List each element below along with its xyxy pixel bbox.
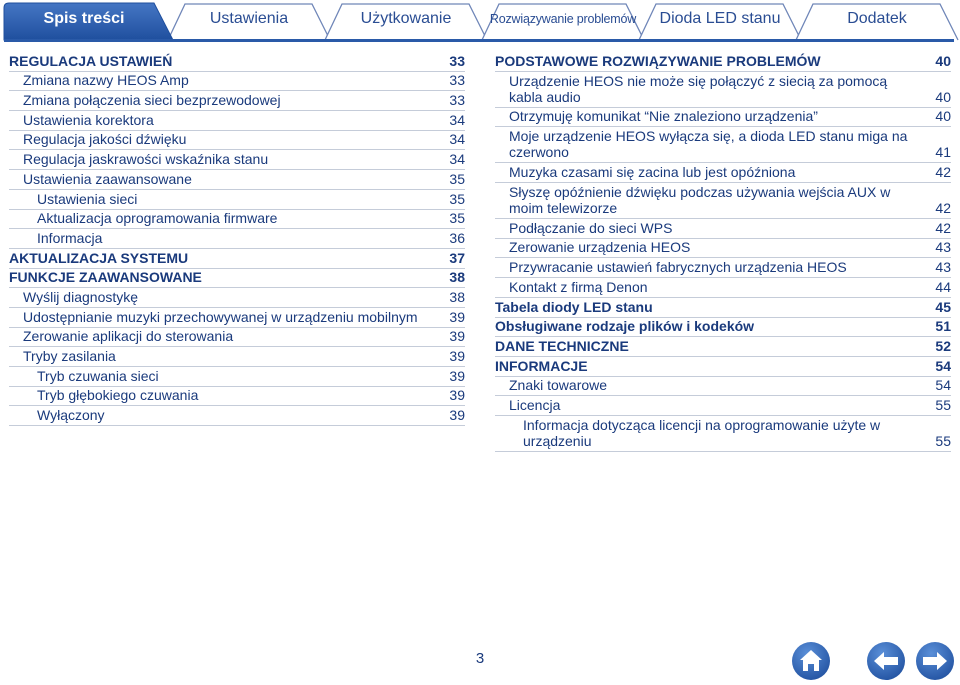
toc-left-column xyxy=(9,52,465,426)
toc-entry[interactable]: DANE TECHNICZNE 52 xyxy=(495,337,951,357)
toc-entry[interactable]: Regulacja jakości dźwięku 34 xyxy=(9,131,465,151)
arrow-right-icon[interactable] xyxy=(915,641,955,681)
toc-entry[interactable]: Licencja 55 xyxy=(495,396,951,416)
toc-entry[interactable]: Informacja 36 xyxy=(9,229,465,249)
arrow-left-icon[interactable] xyxy=(866,641,906,681)
toc-entry[interactable]: INFORMACJE 54 xyxy=(495,357,951,377)
home-icon[interactable] xyxy=(791,641,831,681)
toc-entry[interactable]: Zerowanie aplikacji do sterowania 39 xyxy=(9,328,465,348)
toc-entry[interactable]: Tabela diody LED stanu 45 xyxy=(495,298,951,318)
toc-entry[interactable]: Przywracanie ustawień fabrycznych urządzenia HEOS 43 xyxy=(495,258,951,278)
toc-entry[interactable]: Muzyka czasami się zacina lub jest opóźniona 42 xyxy=(495,163,951,183)
tab-spis-tresci[interactable]: Spis treści xyxy=(43,10,125,27)
toc-entry[interactable]: Zerowanie urządzenia HEOS 43 xyxy=(495,239,951,259)
toc-entry[interactable]: Tryb głębokiego czuwania 39 xyxy=(9,387,465,407)
toc-entry[interactable]: AKTUALIZACJA SYSTEMU 37 xyxy=(9,249,465,269)
toc-right-column xyxy=(495,52,951,452)
toc-entry[interactable]: Kontakt z firmą Denon 44 xyxy=(495,278,951,298)
toc-entry[interactable]: Tryby zasilania 39 xyxy=(9,347,465,367)
toc-entry[interactable]: Słyszę opóźnienie dźwięku podczas używania wejścia AUX w moim telewizorze 42 xyxy=(495,183,951,219)
toc-entry[interactable]: Wyłączony 39 xyxy=(9,406,465,426)
page-number: 3 xyxy=(475,650,485,667)
toc-entry[interactable]: Aktualizacja oprogramowania firmware 35 xyxy=(9,210,465,230)
tab-dodatek[interactable]: Dodatek xyxy=(847,10,907,27)
tab-ustawienia[interactable]: Ustawienia xyxy=(209,10,289,27)
toc-entry[interactable]: Regulacja jaskrawości wskaźnika stanu 34 xyxy=(9,150,465,170)
toc-entry[interactable]: Podłączanie do sieci WPS 42 xyxy=(495,219,951,239)
toc-entry[interactable]: Ustawienia korektora 34 xyxy=(9,111,465,131)
toc-entry[interactable]: Obsługiwane rodzaje plików i kodeków 51 xyxy=(495,318,951,338)
toc-entry[interactable]: PODSTAWOWE ROZWIĄZYWANIE PROBLEMÓW 40 xyxy=(495,52,951,72)
toc-entry[interactable]: Udostępnianie muzyki przechowywanej w urządzeniu mobilnym 39 xyxy=(9,308,465,328)
toc-entry[interactable]: Tryb czuwania sieci 39 xyxy=(9,367,465,387)
toc-entry[interactable]: FUNKCJE ZAAWANSOWANE 38 xyxy=(9,269,465,289)
toc-entry[interactable]: Ustawienia sieci 35 xyxy=(9,190,465,210)
toc-entry[interactable]: Otrzymuję komunikat “Nie znaleziono urządzenia” 40 xyxy=(495,108,951,128)
toc-entry[interactable]: Zmiana połączenia sieci bezprzewodowej 33 xyxy=(9,91,465,111)
tab-uzytkowanie[interactable]: Użytkowanie xyxy=(360,10,452,27)
toc-entry[interactable]: Wyślij diagnostykę 38 xyxy=(9,288,465,308)
tab-dioda-led-stanu[interactable]: Dioda LED stanu xyxy=(659,10,781,27)
toc-entry[interactable]: Ustawienia zaawansowane 35 xyxy=(9,170,465,190)
toc-entry[interactable]: Moje urządzenie HEOS wyłącza się, a dioda LED stanu miga na czerwono 41 xyxy=(495,127,951,163)
toc-entry[interactable]: REGULACJA USTAWIEŃ 33 xyxy=(9,52,465,72)
tab-rozwiazywanie-problemow[interactable]: Rozwiązywanie problemów xyxy=(489,12,637,26)
toc-entry[interactable]: Urządzenie HEOS nie może się połączyć z siecią za pomocą kabla audio 40 xyxy=(495,72,951,108)
toc-entry[interactable]: Zmiana nazwy HEOS Amp 33 xyxy=(9,72,465,92)
tab-bar xyxy=(0,0,960,44)
toc-entry[interactable]: Znaki towarowe 54 xyxy=(495,377,951,397)
toc-entry[interactable]: Informacja dotycząca licencji na oprogramowanie użyte w urządzeniu 55 xyxy=(495,416,951,452)
